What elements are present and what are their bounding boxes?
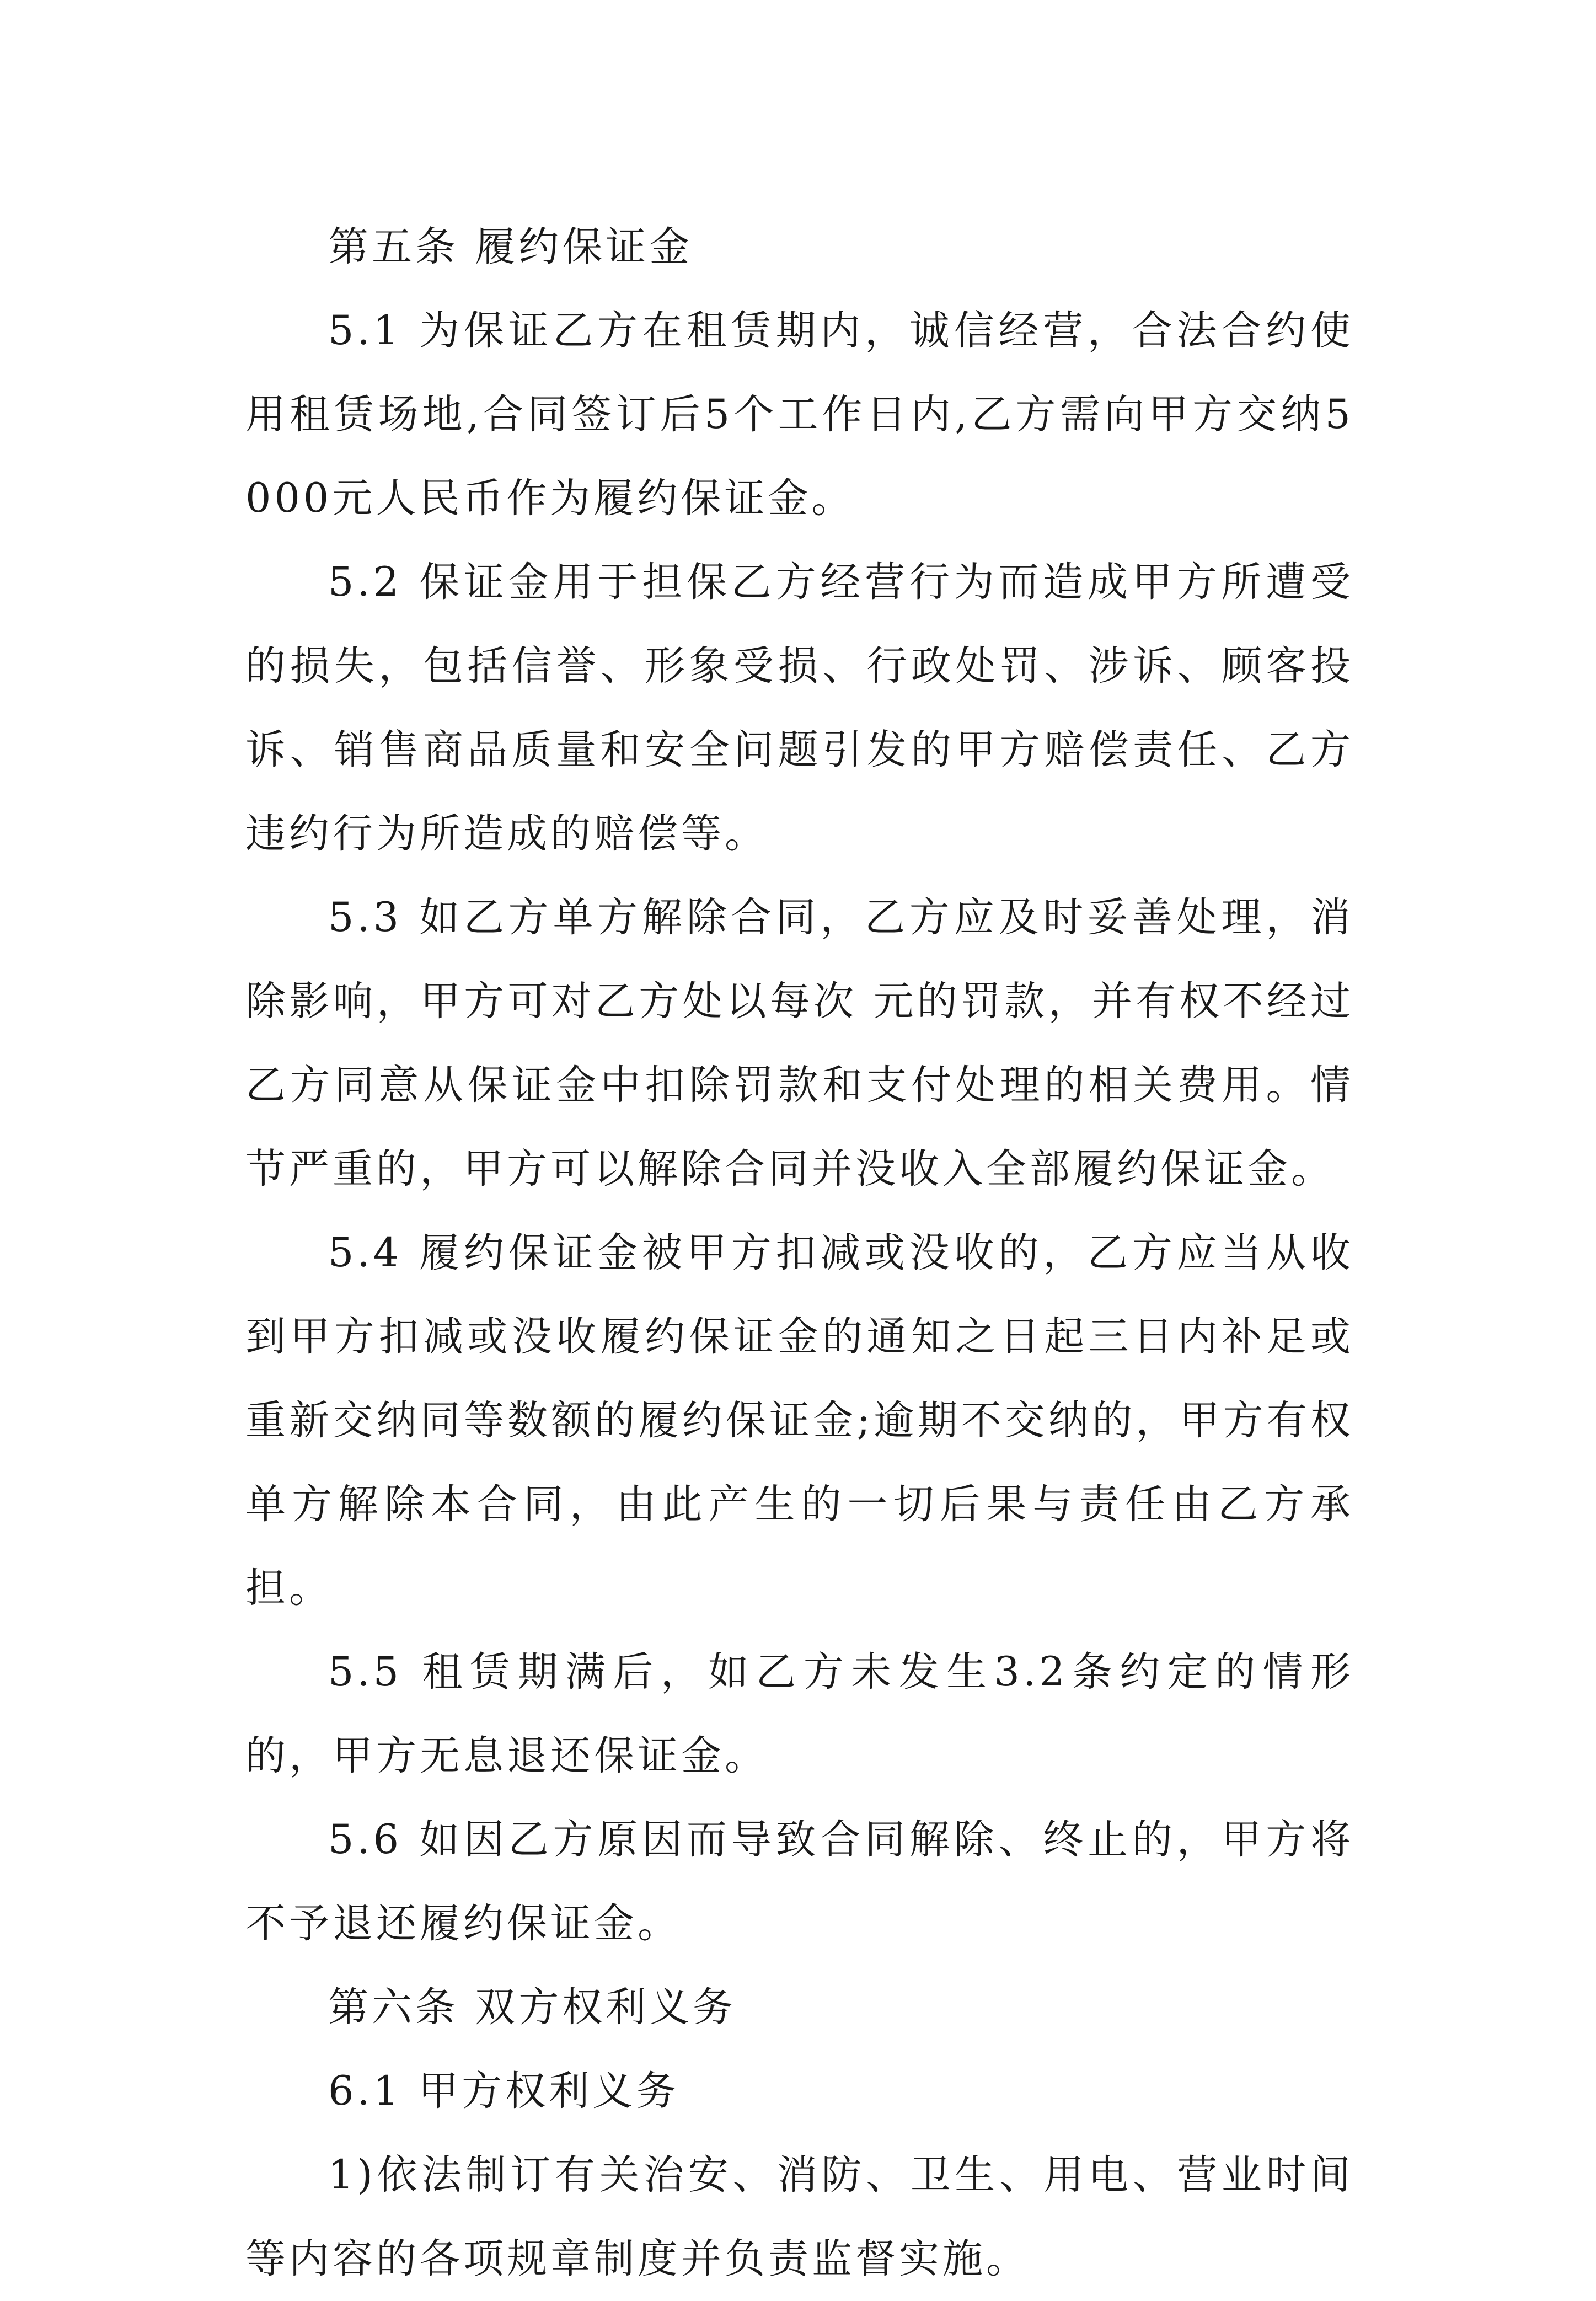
clause-5-6: 5.6 如因乙方原因而导致合同解除、终止的，甲方将不予退还履约保证金。 (245, 1816, 1354, 1947)
clause-5-2: 5.2 保证金用于担保乙方经营行为而造成甲方所遭受的损失，包括信誉、形象受损、行政处罚、涉诉、顾客投诉、销售商品质量和安全问题引发的甲方赔偿责任、乙方违约行为所造成的赔偿等。 (245, 559, 1354, 857)
article-5-heading: 第五条 履约保证金 (328, 223, 693, 270)
clause-5-1: 5.1 为保证乙方在租赁期内，诚信经营，合法合约使用租赁场地,合同签订后5个工作日内,乙方需向甲方交纳5000元人民币作为履约保证金。 (245, 307, 1354, 522)
clause-5-3: 5.3 如乙方单方解除合同，乙方应及时妥善处理，消除影响，甲方可对乙方处以每次 元的罚款，并有权不经过乙方同意从保证金中扣除罚款和支付处理的相关费用。情节严重的，甲方可以解除合同并没收入全部履约保证金。 (245, 894, 1354, 1192)
clause-5-5: 5.5 租赁期满后，如乙方未发生3.2条约定的情形的，甲方无息退还保证金。 (245, 1649, 1354, 1779)
article-6-heading: 第六条 双方权利义务 (328, 1984, 737, 2031)
document-body (245, 205, 1354, 2301)
clause-6-1: 6.1 甲方权利义务 (328, 2068, 680, 2115)
item-1: 1)依法制订有关治安、消防、卫生、用电、营业时间等内容的各项规章制度并负责监督实施。 (245, 2152, 1354, 2282)
clause-5-4: 5.4 履约保证金被甲方扣减或没收的，乙方应当从收到甲方扣减或没收履约保证金的通知之日起三日内补足或重新交纳同等数额的履约保证金;逾期不交纳的，甲方有权单方解除本合同，由此产生的一切后果与责任由乙方承担。 (245, 1229, 1354, 1612)
